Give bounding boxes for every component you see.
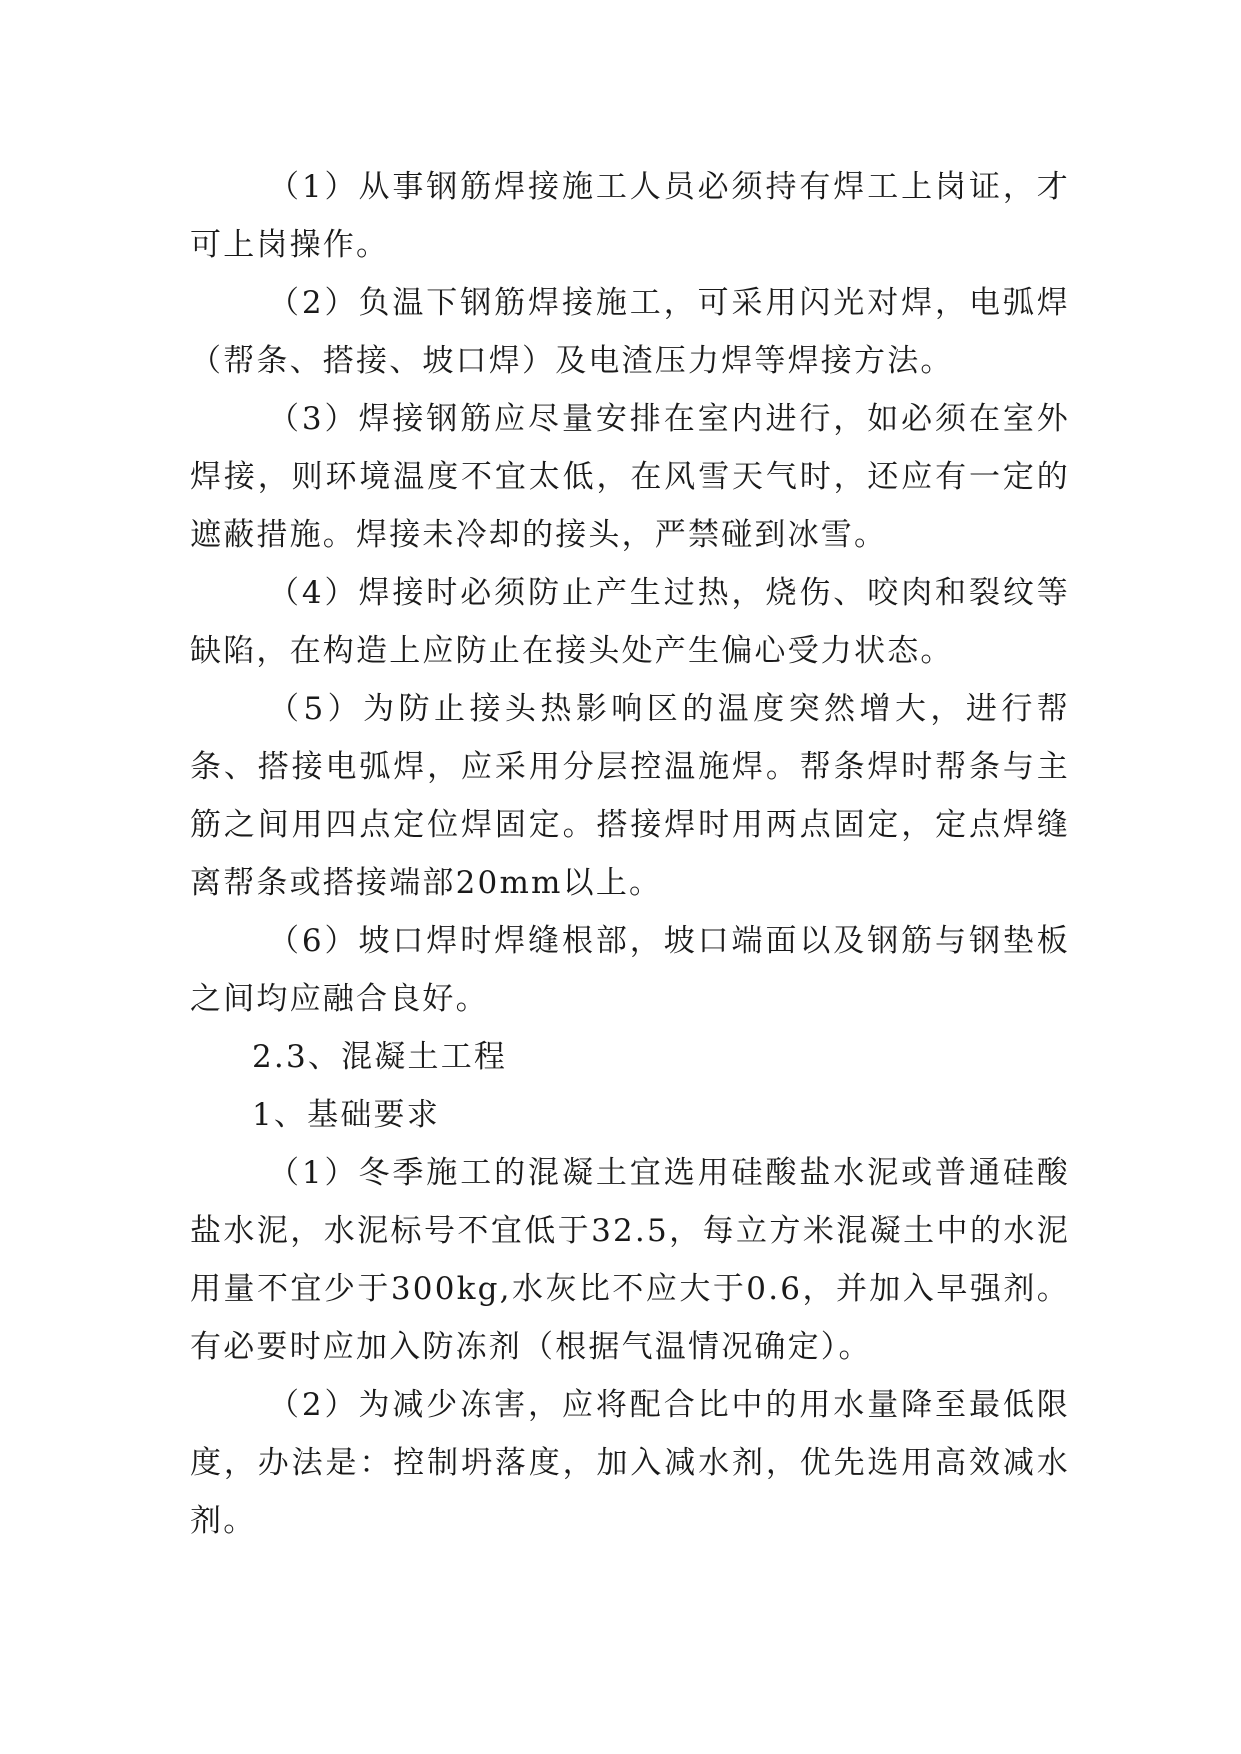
paragraph-water-reduction: （2）为减少冻害，应将配合比中的用水量降至最低限度，办法是：控制坍落度，加入减水剂，优先选用高效减水剂。 (190, 1387, 1070, 1539)
paragraph-layered-welding: （5）为防止接头热影响区的温度突然增大，进行帮条、搭接电弧焊，应采用分层控温施焊。帮条焊时帮条与主筋之间用四点定位焊固定。搭接焊时用两点固定，定点焊缝离帮条或搭接端部20mm以上。 (190, 691, 1070, 901)
paragraph-cement-selection: （1）冬季施工的混凝土宜选用硅酸盐水泥或普通硅酸盐水泥，水泥标号不宜低于32.5，每立方米混凝土中的水泥用量不宜少于300kg,水灰比不应大于0.6，并加入早强剂。有必要时应加入防冻剂（根据气温情况确定）。 (190, 1155, 1070, 1365)
paragraph-welding-methods: （2）负温下钢筋焊接施工，可采用闪光对焊，电弧焊（帮条、搭接、坡口焊）及电渣压力焊等焊接方法。 (190, 285, 1070, 379)
document-body (190, 158, 1070, 1550)
section-heading-concrete: 2.3、混凝土工程 (252, 1039, 508, 1075)
paragraph-welder-certificate: （1）从事钢筋焊接施工人员必须持有焊工上岗证，才可上岗操作。 (190, 169, 1070, 263)
subsection-heading-basic-requirements: 1、基础要求 (252, 1097, 440, 1133)
paragraph-defect-prevention: （4）焊接时必须防止产生过热，烧伤、咬肉和裂纹等缺陷，在构造上应防止在接头处产生偏心受力状态。 (190, 575, 1070, 669)
paragraph-indoor-welding: （3）焊接钢筋应尽量安排在室内进行，如必须在室外焊接，则环境温度不宜太低，在风雪天气时，还应有一定的遮蔽措施。焊接未冷却的接头，严禁碰到冰雪。 (190, 401, 1070, 553)
paragraph-groove-welding: （6）坡口焊时焊缝根部，坡口端面以及钢筋与钢垫板之间均应融合良好。 (190, 923, 1070, 1017)
